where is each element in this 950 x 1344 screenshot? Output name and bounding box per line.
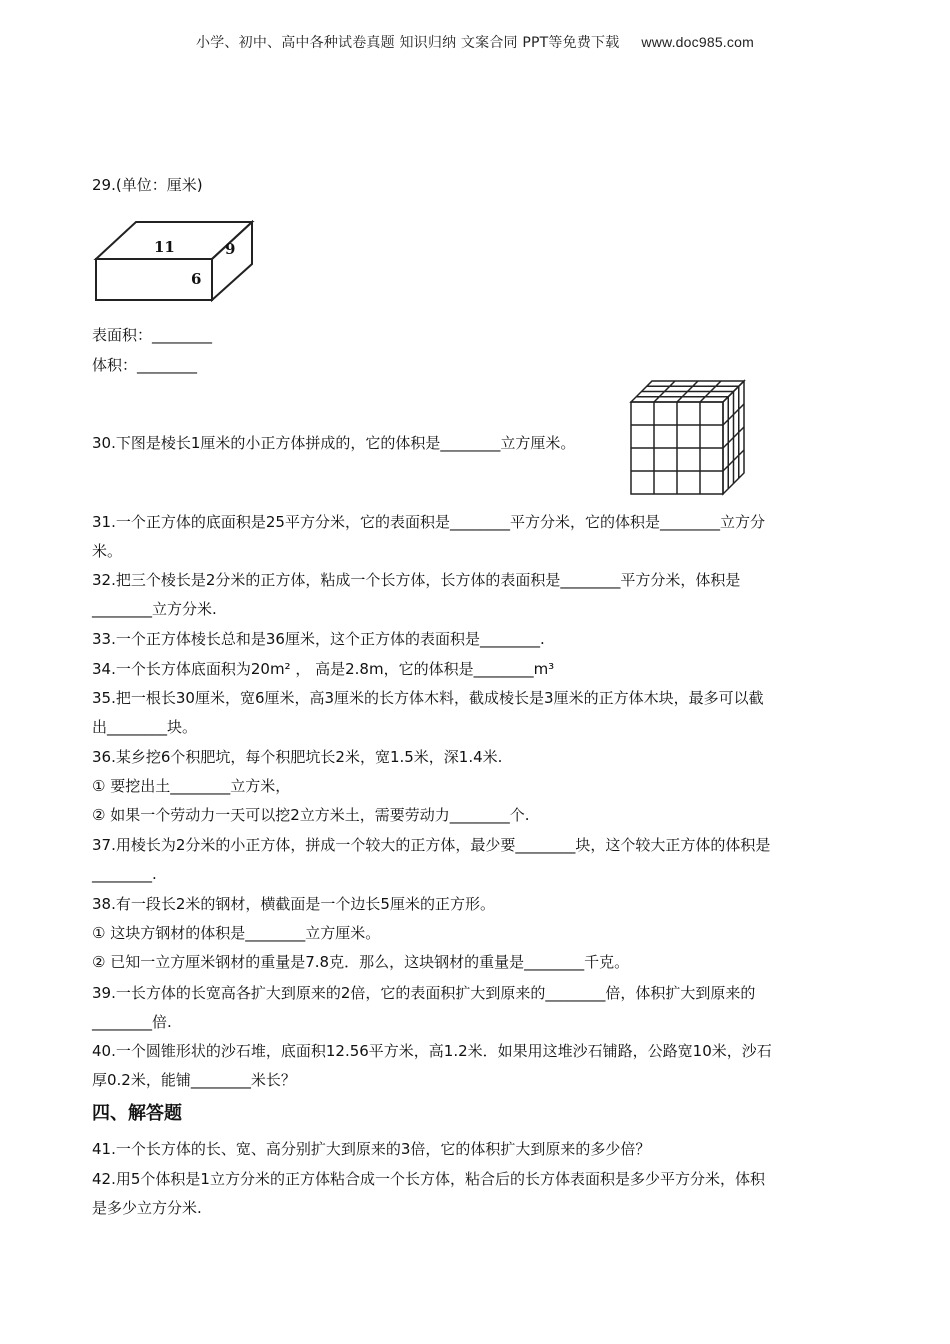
q29-label-side: 9 [225,240,236,258]
q36-sub2: ② 如果一个劳动力一天可以挖2立方米土，需要劳动力________个. [92,806,530,824]
header-url[interactable]: www.doc985.com [641,34,754,50]
q40-line2: 厚0.2米，能铺________米长？ [92,1071,296,1089]
q32-line1: 32.把三个棱长是2分米的正方体，粘成一个长方体，长方体的表面积是________平方分米，体积是 [92,571,741,589]
q29-volume: 体积：________ [92,356,198,374]
q37 [92,831,854,889]
q42-line1: 42.用5个体积是1立方分米的正方体粘合成一个长方体，粘合后的长方体表面积是多少平方分米，体积 [92,1170,765,1188]
q39-line2: ________倍. [92,1013,172,1031]
q33-text: 33.一个正方体棱长总和是36厘米，这个正方体的表面积是________. [92,630,545,648]
q35-line2: 出________块。 [92,718,198,736]
q31 [92,508,854,566]
q29-cuboid-figure [90,214,256,306]
q36-text: 36.某乡挖6个积肥坑，每个积肥坑长2米，宽1.5米，深1.4米. [92,748,503,766]
q42-line2: 是多少立方分米. [92,1199,202,1217]
q29-label-front: 6 [191,270,202,288]
q39 [92,979,854,1037]
q37-line2: ________. [92,865,157,883]
q35 [92,684,854,742]
q29-label-top: 11 [154,238,175,256]
q30-text: 30.下图是棱长1厘米的小正方体拼成的，它的体积是________立方厘米。 [92,434,576,452]
q32-line2: ________立方分米. [92,600,217,618]
q38-sub1: ① 这块方钢材的体积是________立方厘米。 [92,924,381,942]
q38-sub2: ② 已知一立方厘米钢材的重量是7.8克．那么，这块钢材的重量是________千克。 [92,953,630,971]
q37-line1: 37.用棱长为2分米的小正方体，拼成一个较大的正方体，最少要________块，这个较大正方体的体积是 [92,836,771,854]
q40 [92,1037,854,1095]
q40-line1: 40.一个圆锥形状的沙石堆，底面积12.56平方米，高1.2米．如果用这堆沙石铺路，公路宽10米，沙石 [92,1042,772,1060]
q30-cube-stack-figure [628,378,752,500]
section-4-title: 四、解答题 [92,1103,182,1124]
q42 [92,1165,854,1223]
q31-line2: 米。 [92,542,123,560]
q36 [92,743,854,830]
q32 [92,566,854,624]
q41-text: 41.一个长方体的长、宽、高分别扩大到原来的3倍，它的体积扩大到原来的多少倍？ [92,1140,651,1158]
q35-line1: 35.把一根长30厘米，宽6厘米，高3厘米的长方体木料，截成棱长是3厘米的正方体木块，最多可以截 [92,689,764,707]
q39-line1: 39.一长方体的长宽高各扩大到原来的2倍，它的表面积扩大到原来的________倍，体积扩大到原来的 [92,984,756,1002]
q29-surface-area: 表面积：________ [92,326,213,344]
q29-title: 29.(单位：厘米) [92,176,203,194]
q36-sub1: ① 要挖出土________立方米， [92,777,291,795]
header-text: 小学、初中、高中各种试卷真题 知识归纳 文案合同 PPT等免费下载 [196,35,620,51]
q34-text: 34.一个长方体底面积为20m² ， 高是2.8m，它的体积是________m³ [92,660,555,678]
page-header [0,32,950,52]
q38 [92,890,854,977]
q31-line1: 31.一个正方体的底面积是25平方分米，它的表面积是________平方分米，它的体积是________立方分 [92,513,765,531]
q38-text: 38.有一段长2米的钢材，横截面是一个边长5厘米的正方形。 [92,895,495,913]
